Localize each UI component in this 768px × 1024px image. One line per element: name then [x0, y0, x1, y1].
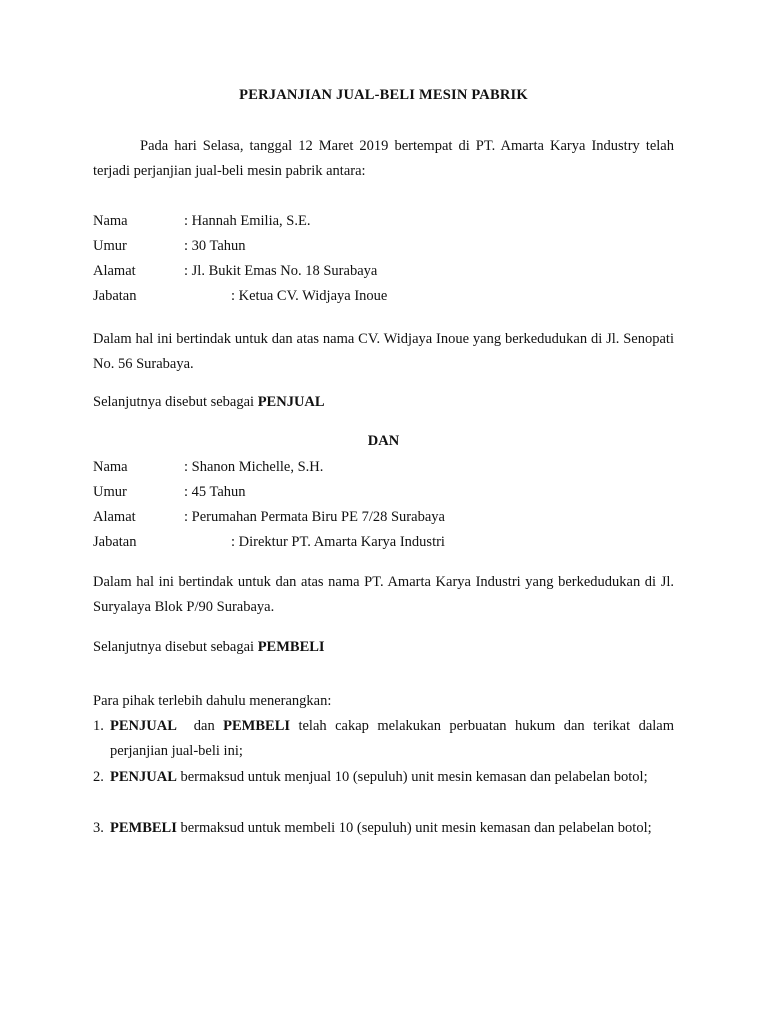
buyer-age-value: : 45 Tahun — [184, 484, 246, 500]
buyer-name-row — [93, 456, 674, 478]
recital-text — [110, 714, 674, 764]
recital-body: telah cakap melakukan perbuatan hukum dan terikat dalam perjanjian jual-beli ini; — [110, 718, 674, 759]
seller-name-value: : Hannah Emilia, S.E. — [184, 213, 311, 229]
buyer-capacity-paragraph: Dalam hal ini bertindak untuk dan atas nama PT. Amarta Karya Industri yang berkedudukan di Jl. Suryalaya Blok P/90 Surabaya. — [93, 574, 674, 615]
recital-text — [110, 765, 674, 790]
seller-address-row — [93, 260, 674, 282]
document-title: PERJANJIAN JUAL-BELI MESIN PABRIK — [239, 87, 528, 103]
seller-position-row — [93, 285, 674, 307]
recital-number: 1. — [93, 718, 104, 734]
buyer-age-label: Umur — [93, 484, 127, 500]
recital-item — [93, 714, 674, 764]
seller-name-label: Nama — [93, 213, 128, 229]
seller-designation-prefix: Selanjutnya disebut sebagai — [93, 394, 258, 410]
buyer-address-row — [93, 506, 674, 528]
seller-position-value: : Ketua CV. Widjaya Inoue — [231, 288, 388, 304]
buyer-designation-prefix: Selanjutnya disebut sebagai — [93, 639, 258, 655]
document-page — [93, 0, 674, 1024]
buyer-designation — [93, 636, 325, 658]
recital-text — [110, 816, 674, 841]
recital-number: 2. — [93, 769, 104, 785]
recital-party: PENJUAL — [110, 718, 177, 734]
recital-connector: dan — [176, 718, 224, 734]
seller-name-row — [93, 210, 674, 232]
recital-party: PEMBELI — [223, 718, 291, 734]
seller-address-value: : Jl. Bukit Emas No. 18 Surabaya — [184, 263, 378, 279]
buyer-designation-role: PEMBELI — [257, 639, 325, 655]
intro-paragraph: Pada hari Selasa, tanggal 12 Maret 2019 bertempat di PT. Amarta Karya Industry telah terjadi perjanjian jual-beli mesin pabrik antara: — [93, 138, 674, 179]
recital-item — [93, 765, 674, 790]
buyer-name-label: Nama — [93, 459, 128, 475]
seller-position-label: Jabatan — [93, 288, 137, 304]
buyer-name-value: : Shanon Michelle, S.H. — [184, 459, 324, 475]
recital-number: 3. — [93, 820, 104, 836]
seller-designation — [93, 391, 325, 413]
buyer-position-row — [93, 531, 674, 553]
recital-party: PEMBELI — [110, 820, 177, 836]
seller-age-row — [93, 235, 674, 257]
buyer-address-value: : Perumahan Permata Biru PE 7/28 Surabaya — [184, 509, 445, 525]
seller-designation-role: PENJUAL — [257, 394, 325, 410]
recital-body: bermaksud untuk menjual 10 (sepuluh) unit mesin kemasan dan pelabelan botol; — [176, 769, 648, 785]
seller-age-value: : 30 Tahun — [184, 238, 246, 254]
seller-capacity-paragraph: Dalam hal ini bertindak untuk dan atas nama CV. Widjaya Inoue yang berkedudukan di Jl. Senopati No. 56 Surabaya. — [93, 331, 674, 372]
recitals-heading: Para pihak terlebih dahulu menerangkan: — [93, 693, 332, 709]
buyer-age-row — [93, 481, 674, 503]
buyer-address-label: Alamat — [93, 509, 136, 525]
parties-separator: DAN — [367, 433, 400, 449]
seller-age-label: Umur — [93, 238, 127, 254]
recital-item — [93, 816, 674, 841]
buyer-position-label: Jabatan — [93, 534, 137, 550]
buyer-position-value: : Direktur PT. Amarta Karya Industri — [231, 534, 445, 550]
seller-address-label: Alamat — [93, 263, 136, 279]
recital-body: bermaksud untuk membeli 10 (sepuluh) unit mesin kemasan dan pelabelan botol; — [176, 820, 652, 836]
recital-party: PENJUAL — [110, 769, 177, 785]
